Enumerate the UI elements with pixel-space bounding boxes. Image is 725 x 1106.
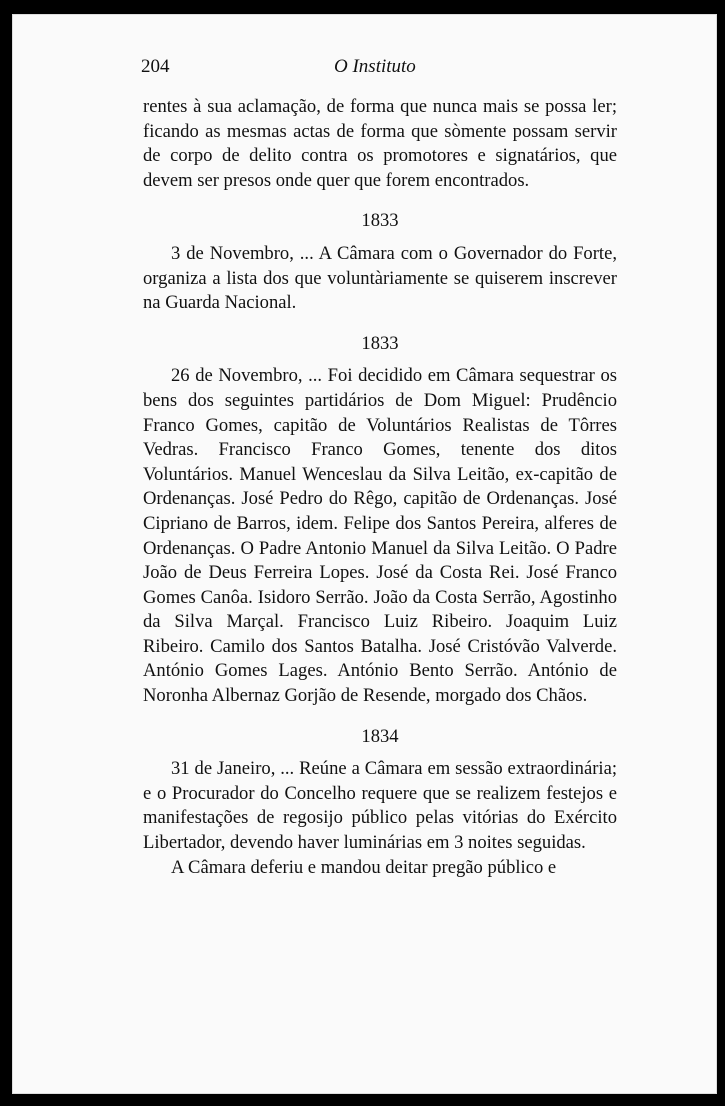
year-heading: 1833 <box>361 332 399 354</box>
entry-paragraph: 31 de Janeiro, ... Reúne a Câmara em sessão extraordinária; e o Procurador do Concelho requere que se realizem festejos e manifestações de regosijo público pelas vitórias do Exército Libertador, devendo haver luminárias em 3 noites seguidas. <box>143 758 617 854</box>
opening-paragraph: rentes à sua aclamação, de forma que nunca mais se possa ler; ficando as mesmas actas de forma que sòmente possam servir de corpo de delito contra os promotores e signatários, que devem ser presos onde quer que forem encontrados. <box>143 96 617 191</box>
year-heading: 1833 <box>361 210 399 232</box>
book-page <box>12 14 717 1094</box>
entry-paragraph: A Câmara deferiu e mandou deitar pregão público e <box>171 856 557 878</box>
entry-paragraph: 26 de Novembro, ... Foi decidido em Câmara sequestrar os bens dos seguintes partidários de Dom Miguel: Prudêncio Franco Gomes, capitão de Voluntários Realistas de Tôrres Vedras. Francisco Franco Gomes, tenente dos ditos Voluntários. Manuel Wenceslau da Silva Leitão, ex-capitão de Ordenanças. José Pedro do Rêgo, capitão de Ordenanças. José Cipriano de Barros, idem. Felipe dos Santos Pereira, alferes de Ordenanças. O Padre Antonio Manuel da Silva Leitão. O Padre João de Deus Ferreira Lopes. José da Costa Rei. José Franco Gomes Canôa. Isidoro Serrão. João da Costa Serrão, Agostinho da Silva Marçal. Francisco Luiz Ribeiro. Joaquim Luiz Ribeiro. Camilo dos Santos Batalha. José Cristóvão Valverde. António Gomes Lages. António Bento Serrão. António de Noronha Albernaz Gorjão de Resende, morgado dos Chãos. <box>143 365 617 707</box>
entry-paragraph: 3 de Novembro, ... A Câmara com o Governador do Forte, organiza a lista dos que voluntàriamente se quiserem inscrever na Guarda Nacional. <box>143 242 617 314</box>
year-heading: 1834 <box>361 725 399 747</box>
running-title: O Instituto <box>334 56 416 77</box>
body-text <box>143 95 617 880</box>
page-header <box>12 56 717 82</box>
page-number: 204 <box>141 56 170 77</box>
